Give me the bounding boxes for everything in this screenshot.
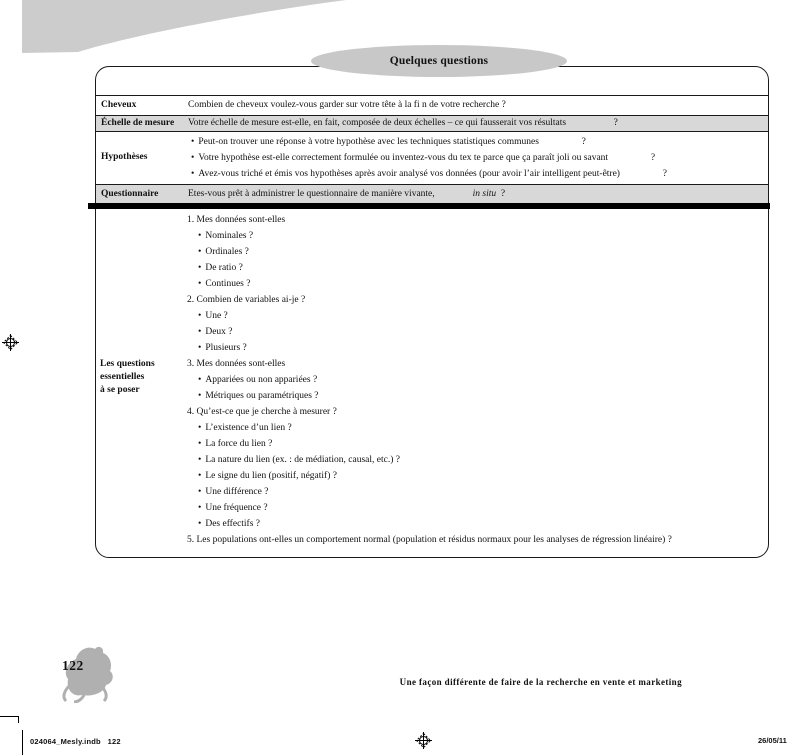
thick-divider-rule (88, 203, 770, 209)
table-row-cheveux (96, 95, 768, 116)
row-text-italic: in situ (472, 189, 497, 199)
table-row-echelle-de-mesure (96, 115, 768, 132)
bullet-glyph: • (198, 311, 202, 321)
row-text (188, 189, 762, 199)
sub-item: • La force du lien ? (198, 439, 273, 449)
crop-mark (22, 730, 23, 755)
sub-item: • Continues ? (198, 279, 251, 289)
running-footer-title: Une façon différente de faire de la recherche en vente et marketing (399, 677, 682, 687)
sub-item: • Nominales ? (198, 231, 254, 241)
sub-item: • Le signe du lien (positif, négatif) ? (198, 471, 337, 481)
row-text: Votre échelle de mesure est-elle, en fait, composée de deux échelles – ce qui fausserait vos résultats ? (188, 118, 618, 128)
sub-item: • Des effectifs ? (198, 519, 261, 529)
bullet-glyph: • (198, 471, 202, 481)
list-item: 3. Mes données sont-elles (187, 359, 286, 369)
bullet-glyph: • (198, 455, 202, 465)
sub-item: • Appariées ou non appariées ? (198, 375, 318, 385)
print-filename: 024064_Mesly.indb 122 (30, 737, 121, 746)
registration-mark-icon (2, 334, 19, 351)
row-label: Questionnaire (101, 189, 159, 199)
bullet-glyph: • (198, 263, 202, 273)
bullet-glyph: • (198, 247, 202, 257)
bullet-glyph: • (198, 279, 202, 289)
sub-item: • La nature du lien (ex. : de médiation, causal, etc.) ? (198, 455, 400, 465)
bullet-glyph: • (198, 487, 202, 497)
bullet-glyph: • (198, 423, 202, 433)
row-label: Échelle de mesure (101, 118, 175, 128)
title-ellipse (311, 45, 567, 77)
sub-item: • Une ? (198, 311, 228, 321)
sub-item: • Deux ? (198, 327, 233, 337)
sub-item: • Ordinales ? (198, 247, 249, 257)
crop-mark (0, 716, 18, 717)
sub-item: • L’existence d’un lien ? (198, 423, 292, 433)
row-text: Combien de cheveux voulez-vous garder sur votre tête à la fi n de votre recherche ? (188, 100, 506, 110)
bullet-glyph: • (191, 137, 195, 147)
label-line: essentielles (100, 372, 145, 382)
bullet-glyph: • (198, 519, 202, 529)
bullet-glyph: • (198, 503, 202, 513)
label-line: à se poser (100, 385, 140, 395)
bullet-glyph: • (198, 439, 202, 449)
table-row-hypotheses (96, 131, 768, 185)
essential-questions-label (100, 358, 188, 397)
page-title: Quelques questions (389, 55, 489, 67)
bullet-glyph: • (191, 169, 195, 179)
hypotheses-bullet-list (191, 134, 762, 182)
bullet-glyph: • (198, 391, 202, 401)
list-item: 1. Mes données sont-elles (187, 215, 286, 225)
corner-swoosh-decoration (0, 0, 360, 58)
bullet-item: • Avez-vous triché et émis vos hypothèses après avoir analysé vos données (pour avoir l’air intelligent peut-être) ? (191, 169, 667, 179)
list-item: 2. Combien de variables ai-je ? (187, 295, 306, 305)
row-text-pre: Êtes-vous prêt à administrer le questionnaire de manière vivante, (188, 189, 473, 199)
sub-item: • De ratio ? (198, 263, 243, 273)
print-date: 26/05/11 (758, 736, 787, 745)
sub-item: • Une différence ? (198, 487, 269, 497)
row-text-post: ? (496, 189, 506, 199)
bullet-glyph: • (198, 343, 202, 353)
bullet-item: • Votre hypothèse est-elle correctement formulée ou inventez-vous du tex te parce que ça paraît joli ou savant ? (191, 153, 656, 163)
crop-mark (18, 716, 19, 723)
bullet-glyph: • (198, 375, 202, 385)
page-number: 122 (62, 658, 84, 673)
bullet-item: • Peut-on trouver une réponse à votre hypothèse avec les techniques statistiques communes ? (191, 137, 586, 147)
registration-mark-icon (415, 732, 432, 749)
sub-item: • Une fréquence ? (198, 503, 268, 513)
bullet-glyph: • (198, 231, 202, 241)
table-row-questionnaire (96, 184, 768, 204)
list-item: 4. Qu’est-ce que je cherche à mesurer ? (187, 407, 337, 417)
essential-questions-list (187, 212, 762, 548)
bullet-glyph: • (191, 153, 195, 163)
bullet-glyph: • (198, 327, 202, 337)
label-line: Les questions (100, 359, 155, 369)
row-label: Cheveux (101, 100, 137, 110)
row-label: Hypothèses (101, 152, 148, 162)
sub-item: • Métriques ou paramétriques ? (198, 391, 319, 401)
list-item: 5. Les populations ont-elles un comportement normal (population et résidus normaux pour les analyses de régression linéaire) ? (187, 535, 672, 545)
sub-item: • Plusieurs ? (198, 343, 247, 353)
